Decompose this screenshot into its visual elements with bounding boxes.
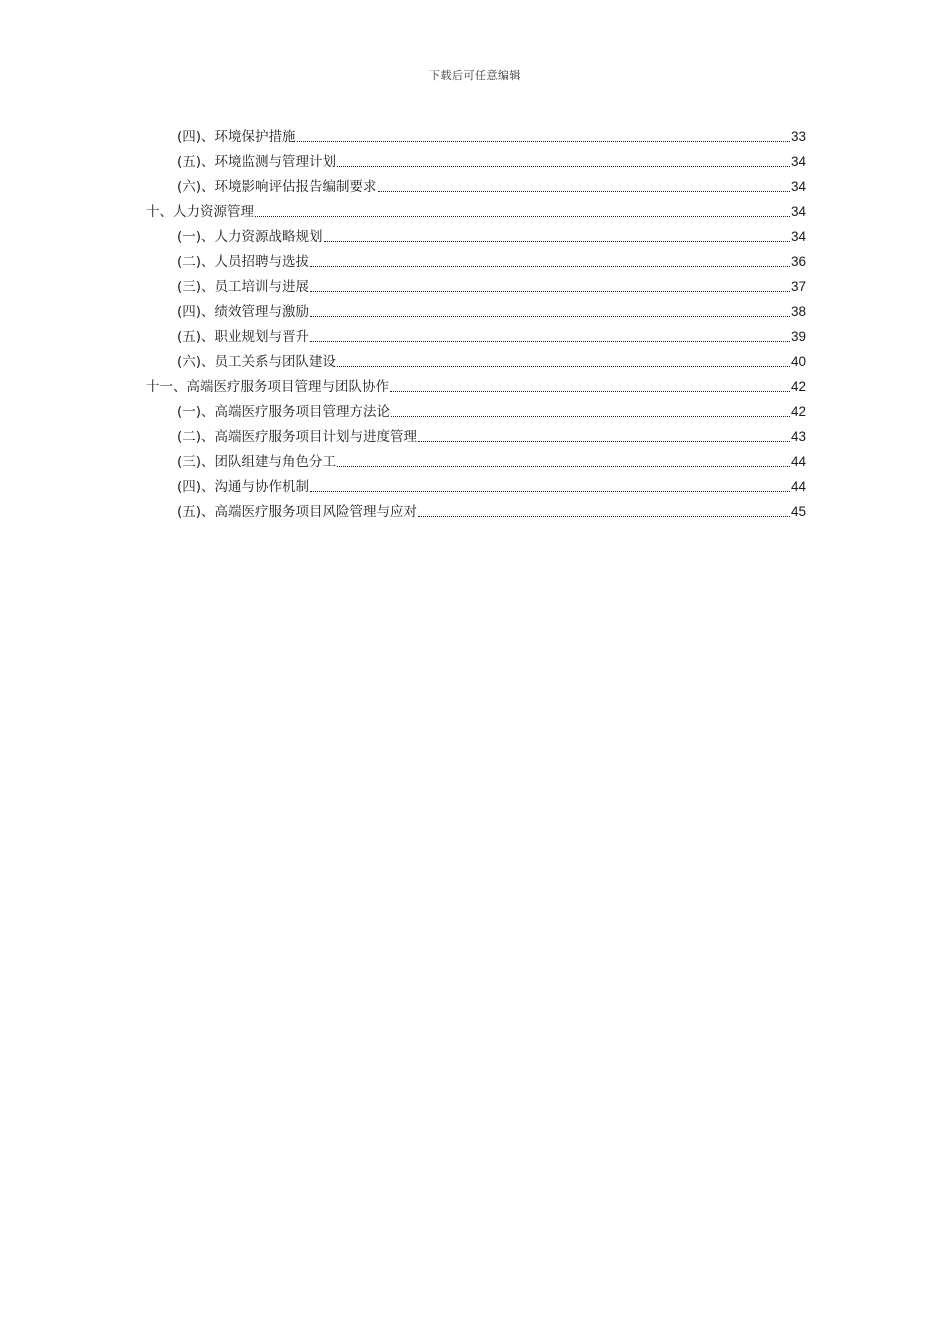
toc-entry-title: (三)、员工培训与进展 (177, 279, 310, 295)
toc-dot-leader (337, 366, 790, 367)
toc-entry[interactable] (177, 501, 806, 523)
toc-entry[interactable] (177, 251, 806, 273)
toc-dot-leader (378, 191, 790, 192)
toc-dot-leader (297, 141, 790, 142)
toc-entry-title: (四)、环境保护措施 (177, 129, 296, 145)
toc-entry[interactable] (177, 151, 806, 173)
toc-entry-page: 40 (790, 354, 806, 369)
toc-dot-leader (310, 316, 790, 317)
toc-dot-leader (310, 291, 790, 292)
toc-entry-title: 十一、高端医疗服务项目管理与团队协作 (146, 379, 389, 395)
toc-entry-title: (四)、绩效管理与激励 (177, 304, 310, 320)
toc-entry-page: 42 (790, 404, 806, 419)
toc-entry-title: (一)、人力资源战略规划 (177, 229, 323, 245)
toc-entry-title: (五)、环境监测与管理计划 (177, 154, 337, 170)
page-header: 下载后可任意编辑 (429, 69, 521, 82)
toc-entry-page: 45 (790, 504, 806, 519)
toc-entry-page: 34 (790, 229, 806, 244)
toc-entry-title: (二)、高端医疗服务项目计划与进度管理 (177, 429, 418, 445)
toc-entry-title: (二)、人员招聘与选拔 (177, 254, 310, 270)
toc-entry-page: 36 (790, 254, 806, 269)
toc-entry-title: (六)、员工关系与团队建设 (177, 354, 337, 370)
toc-dot-leader (391, 416, 790, 417)
toc-entry[interactable] (177, 126, 806, 148)
toc-entry-page: 38 (790, 304, 806, 319)
toc-entry[interactable] (177, 401, 806, 423)
toc-entry[interactable] (177, 326, 806, 348)
toc-dot-leader (324, 241, 790, 242)
toc-entry[interactable] (146, 376, 806, 398)
toc-dot-leader (337, 466, 790, 467)
toc-entry[interactable] (177, 351, 806, 373)
toc-entry[interactable] (177, 176, 806, 198)
toc-entry-page: 42 (790, 379, 806, 394)
toc-entry-title: (五)、职业规划与晋升 (177, 329, 310, 345)
toc-entry-page: 44 (790, 454, 806, 469)
toc-dot-leader (418, 441, 790, 442)
toc-entry[interactable] (146, 201, 806, 223)
toc-entry-page: 43 (790, 429, 806, 444)
toc-dot-leader (310, 491, 790, 492)
toc-entry-page: 34 (790, 154, 806, 169)
toc-dot-leader (310, 341, 790, 342)
toc-entry-title: (五)、高端医疗服务项目风险管理与应对 (177, 504, 418, 520)
toc-entry-title: (六)、环境影响评估报告编制要求 (177, 179, 377, 195)
toc-entry-title: (三)、团队组建与角色分工 (177, 454, 337, 470)
toc-entry-title: (一)、高端医疗服务项目管理方法论 (177, 404, 391, 420)
toc-dot-leader (418, 516, 790, 517)
toc-dot-leader (337, 166, 790, 167)
toc-entry-title: 十、人力资源管理 (146, 204, 254, 220)
toc-entry[interactable] (177, 451, 806, 473)
toc-entry-page: 34 (790, 204, 806, 219)
toc-entry[interactable] (177, 276, 806, 298)
toc-entry[interactable] (177, 426, 806, 448)
toc-entry-page: 33 (790, 129, 806, 144)
toc-entry[interactable] (177, 226, 806, 248)
toc-entry-title: (四)、沟通与协作机制 (177, 479, 310, 495)
toc-dot-leader (390, 391, 790, 392)
toc-entry-page: 37 (790, 279, 806, 294)
toc-dot-leader (255, 216, 790, 217)
toc-entry-page: 44 (790, 479, 806, 494)
toc-entry[interactable] (177, 301, 806, 323)
toc-entry[interactable] (177, 476, 806, 498)
toc-entry-page: 34 (790, 179, 806, 194)
toc-entry-page: 39 (790, 329, 806, 344)
toc-dot-leader (310, 266, 790, 267)
